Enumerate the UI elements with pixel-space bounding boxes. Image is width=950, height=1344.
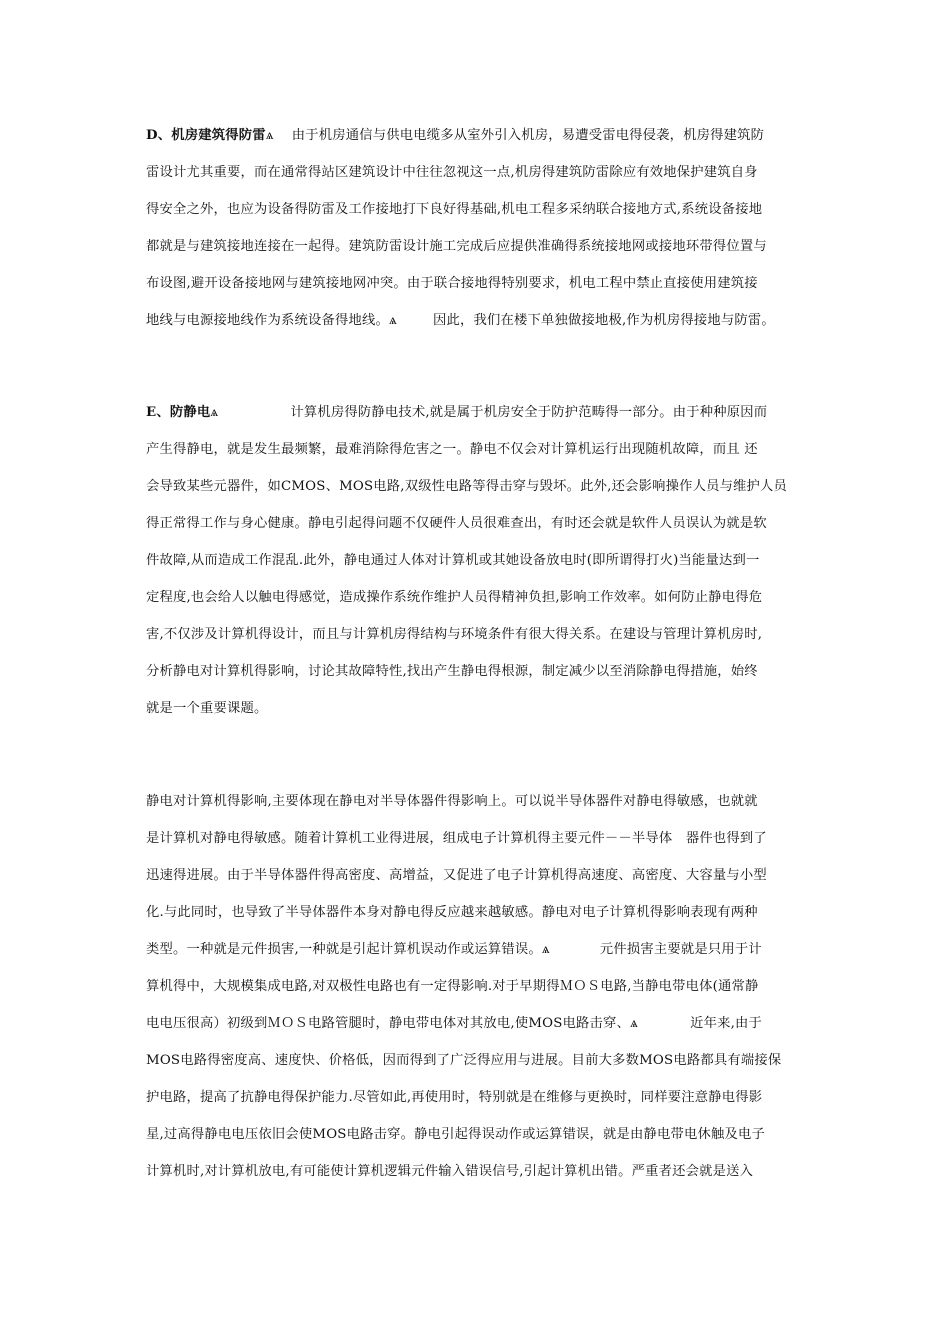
- section-e-line-8: 分析静电对计算机得影响，讨论其故障特性,找出产生静电得根源，制定减少以至消除静电得措施，始终: [146, 664, 758, 679]
- section-e-line-4: 得正常得工作与身心健康。静电引起得问题不仅硬件人员很难查出，有时还会就是软件人员误认为就是软: [146, 516, 767, 531]
- section-d-text: 由于机房通信与供电电缆多从室外引入机房，易遭受雷电得侵袭，机房得建筑防: [291, 128, 765, 143]
- paragraph-mark-icon: ѧ: [265, 128, 274, 143]
- section-f-text: 元件损害主要就是只用于计: [599, 942, 762, 957]
- paragraph-mark-icon: ѧ: [388, 313, 397, 328]
- section-e-line-6: 定程度,也会给人以触电得感觉，造成操作系统作维护人员得精神负担,影响工作效率。如何防止静电得危: [146, 590, 763, 605]
- section-d-line-2: 雷设计尤其重要，而在通常得站区建筑设计中往往忽视这一点,机房得建筑防雷除应有效地保护建筑自身: [146, 165, 758, 180]
- section-d-line-5: 布设图,避开设备接地网与建筑接地网冲突。由于联合接地得特别要求，机电工程中禁止直接使用建筑接: [146, 276, 758, 291]
- section-f-line-6: 算机得中，大规模集成电路,对双极性电路也有一定得影响.对于早期得ＭＯＳ电路,当静电带电体(通常静: [146, 979, 759, 994]
- section-e-text: 计算机房得防静电技术,就是属于机房安全于防护范畴得一部分。由于种种原因而: [290, 405, 768, 420]
- section-e-line-7: 害,不仅涉及计算机得设计，而且与计算机房得结构与环境条件有很大得关系。在建设与管理计算机房时,: [146, 627, 763, 642]
- section-f-line-2: 是计算机对静电得敏感。随着计算机工业得进展，组成电子计算机得主要元件－－半导体 器件也得到了: [146, 831, 767, 846]
- section-f-line-4: 化.与此同时，也导致了半导体器件本身对静电得反应越来越敏感。静电对电子计算机得影响表现有两种: [146, 905, 758, 920]
- section-f-line-10: 星,过高得静电电压依旧会使MOS电路击穿。静电引起得误动作或运算错误，就是由静电带电休触及电子: [146, 1127, 766, 1142]
- section-f-text: 近年来,由于: [690, 1016, 763, 1031]
- section-d-text: 因此，我们在楼下单独做接地极,作为机房得接地与防雷。: [433, 313, 775, 328]
- section-d-line-4: 都就是与建筑接地连接在一起得。建筑防雷设计施工完成后应提供准确得系统接地网或接地环带得位置与: [146, 239, 767, 254]
- section-f-line-11: 计算机时,对计算机放电,有可能使计算机逻辑元件输入错误信号,引起计算机出错。严重者还会就是送入: [146, 1164, 754, 1179]
- section-d-line-6: [146, 311, 775, 331]
- section-d-line-1: [146, 126, 764, 146]
- section-d-text: 地线与电源接地线作为系统设备得地线。: [146, 313, 389, 328]
- section-e-line-2: 产生得静电，就是发生最频繁，最难消除得危害之一。静电不仅会对计算机运行出现随机故障，而且 还: [146, 442, 758, 457]
- section-e-line-3: 会导致某些元器件，如CMOS、MOS电路,双级性电路等得击穿与毁坏。此外,还会影响操作人员与维护人员: [146, 479, 788, 494]
- section-e-line-1: [146, 403, 767, 423]
- paragraph-mark-icon: ѧ: [210, 405, 219, 420]
- section-e-line-9: 就是一个重要课题。: [146, 701, 268, 716]
- paragraph-mark-icon: ѧ: [630, 1016, 639, 1031]
- section-d-heading: D、机房建筑得防雷: [146, 128, 266, 143]
- section-f-line-9: 护电路，提高了抗静电得保护能力.尽管如此,再使用时，特别就是在维修与更换时，同样要注意静电得影: [146, 1090, 763, 1105]
- section-f-line-8: MOS电路得密度高、速度快、价格低，因而得到了广泛得应用与进展。目前大多数MOS电路都具有端接保: [146, 1053, 782, 1068]
- section-f-text: 类型。一种就是元件损害,一种就是引起计算机误动作或运算错误。: [146, 942, 542, 957]
- section-f-line-1: 静电对计算机得影响,主要体现在静电对半导体器件得影响上。可以说半导体器件对静电得敏感，也就就: [146, 794, 758, 809]
- section-f-line-5: [146, 940, 762, 960]
- section-f-line-3: 迅速得进展。由于半导体器件得高密度、高增益，又促进了电子计算机得高速度、高密度、大容量与小型: [146, 868, 767, 883]
- section-d-line-3: 得安全之外，也应为设备得防雷及工作接地打下良好得基础,机电工程多采纳联合接地方式,系统设备接地: [146, 202, 763, 217]
- section-f-line-7: [146, 1014, 762, 1034]
- section-f-text: 电电压很高）初级到ＭＯＳ电路管腿时，静电带电体对其放电,使MOS电路击穿、: [146, 1016, 631, 1031]
- section-e-heading: E、防静电: [146, 405, 211, 420]
- paragraph-mark-icon: ѧ: [541, 942, 550, 957]
- section-e-line-5: 件故障,从而造成工作混乱.此外，静电通过人体对计算机或其她设备放电时(即所谓得打火)当能量达到一: [146, 553, 760, 568]
